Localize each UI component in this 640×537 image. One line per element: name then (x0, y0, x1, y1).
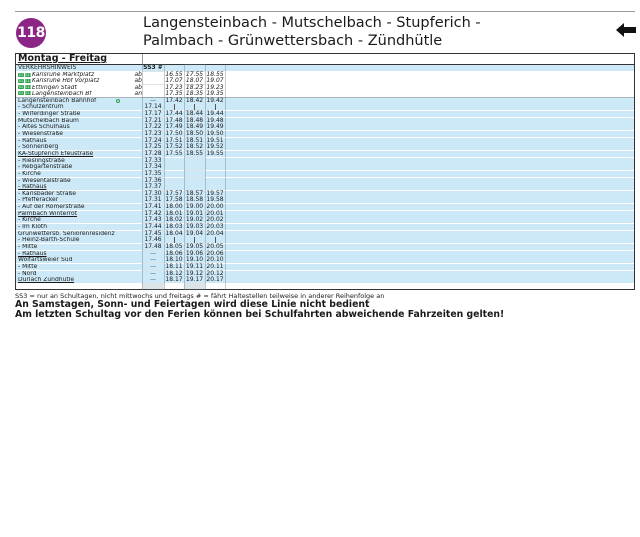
stop-row (16, 104, 634, 110)
departure-time: 19.48 (206, 116, 224, 124)
departure-time: 18.04 (165, 229, 183, 237)
departure-time: 17.50 (165, 129, 183, 137)
stop-name: - Kirche (18, 170, 41, 177)
departure-time: 17.21 (144, 116, 162, 124)
departure-time: 17.44 (165, 110, 183, 117)
departure-time: 17.17 (144, 110, 162, 117)
stop-name: - Wiesentalstraße (18, 177, 71, 184)
stop-name: - Im Kloth (18, 224, 48, 231)
stop-name: - Wilferdinger Straße (18, 111, 81, 117)
departure-time: 20.06 (206, 249, 224, 257)
stop-row (16, 98, 634, 104)
connection-stop (18, 78, 138, 84)
departure-time: 20.11 (206, 262, 224, 270)
departure-time: 19.35 (206, 89, 224, 97)
stop-row (16, 178, 634, 184)
departure-time (184, 164, 205, 170)
stop-name: - Karlsbader Straße (18, 190, 76, 197)
departure-time: 19.05 (185, 243, 204, 250)
departure-time: 20.10 (206, 256, 224, 264)
departure-time: 20.03 (206, 223, 224, 231)
stop-row (16, 224, 634, 230)
connection-stop (18, 72, 138, 78)
departure-time: 19.23 (206, 83, 224, 91)
hint-value: SS3 # (143, 64, 163, 71)
departure-time (205, 164, 225, 170)
departure-time: 17.34 (144, 163, 162, 171)
departure-time: 19.44 (206, 110, 224, 117)
departure-time: 19.52 (206, 143, 224, 151)
stop-row (16, 171, 634, 177)
departure-time: 19.58 (206, 196, 224, 204)
departure-time: 20.04 (206, 229, 224, 237)
departure-time: 17.42 (144, 209, 162, 217)
departure-time: 19.11 (185, 262, 204, 270)
stop-row (16, 124, 634, 130)
stop-row (16, 197, 634, 203)
connection-row (16, 91, 634, 97)
line-number-badge: 118 (16, 18, 46, 48)
departure-time: 19.01 (185, 209, 204, 217)
departure-time (205, 178, 225, 184)
departure-time: 19.03 (185, 223, 204, 231)
departure-time (184, 178, 205, 184)
connection-row (16, 72, 634, 78)
departure-time: — (150, 276, 156, 284)
departure-time: 19.00 (185, 203, 204, 211)
departure-time: 17.57 (165, 189, 183, 197)
stop-row (16, 151, 634, 157)
column-divider (205, 64, 206, 290)
departure-time: 19.50 (206, 129, 224, 137)
departure-time: 17.55 (165, 149, 183, 157)
departure-time: 18.06 (165, 249, 183, 257)
departure-time (184, 158, 205, 164)
departure-time: — (150, 249, 156, 257)
departure-time: — (150, 256, 156, 264)
stop-name: Wolfartsweier Süd (18, 257, 73, 264)
departure-time: 18.52 (185, 143, 204, 151)
stop-row (16, 164, 634, 170)
stop-row (16, 204, 634, 210)
departure-time (164, 158, 184, 164)
header-separator (142, 54, 143, 64)
departure-time: 17.35 (144, 169, 162, 177)
departure-time: 17.42 (165, 96, 183, 104)
departure-time: 18.35 (185, 89, 204, 97)
column-divider (164, 64, 165, 290)
stop-row (16, 217, 634, 223)
stop-name: KA-Stupferich Efeustraße (18, 150, 94, 157)
stop-row (16, 158, 634, 164)
timetable (15, 53, 635, 290)
sbahn-line-badge: S11 (25, 72, 32, 77)
departure-time: 20.05 (206, 243, 224, 250)
ab-an-marker: ab (134, 77, 142, 85)
departure-time: 17.22 (144, 123, 162, 131)
stop-name: - Pfefferäcker (18, 197, 59, 204)
departure-time: 17.55 (185, 71, 204, 78)
stop-name: - Altes Schulhaus (18, 124, 70, 131)
departure-time: 18.23 (185, 83, 204, 91)
departure-time (142, 85, 164, 91)
ab-an-marker: ab (134, 71, 142, 78)
ab-an-marker: ab (134, 83, 142, 91)
departure-time: 20.02 (206, 216, 224, 224)
departure-time (164, 171, 184, 177)
departure-time: 18.51 (185, 136, 204, 144)
departure-time: 17.49 (165, 123, 183, 131)
departure-time: 17.51 (165, 136, 183, 144)
column-divider (142, 64, 143, 290)
departure-time: 20.12 (206, 269, 224, 277)
departure-time: 18.44 (185, 110, 204, 117)
departure-time: 20.01 (206, 209, 224, 217)
departure-time: 17.23 (144, 129, 162, 137)
departure-time: 18.42 (185, 96, 204, 104)
departure-time: 17.45 (144, 229, 162, 237)
stop-row (16, 191, 634, 197)
stop-name: Grünwettersb. Seniorenresidenz (18, 230, 115, 237)
stop-name: - Mitte (18, 244, 38, 250)
notice-last-school-day: Am letzten Schultag vor den Ferien können bei Schulfahrten abweichende Fahrzeiten gelten! (15, 309, 505, 320)
departure-time: 18.03 (165, 223, 183, 231)
departure-time: 19.02 (185, 216, 204, 224)
departure-time: 17.44 (144, 223, 162, 231)
departure-time: 20.00 (206, 203, 224, 211)
notice-weekend: An Samstagen, Sonn- und Feiertagen wird diese Linie nicht bedient (15, 299, 370, 310)
connection-stop-name: Karlsruhe Marktplatz (32, 72, 95, 78)
departure-time: 17.41 (144, 203, 162, 211)
route-title (143, 14, 481, 50)
stop-row (16, 118, 634, 124)
stop-row (16, 277, 634, 283)
stop-row (16, 244, 634, 250)
departure-time: 20.17 (206, 276, 224, 284)
stop-name: - Heinz-Barth-Schule (18, 237, 80, 244)
departure-time: 18.05 (165, 243, 183, 250)
sbahn-line-badge: S11 (25, 78, 32, 83)
departure-time: 17.37 (144, 183, 162, 191)
departure-time: 17.23 (165, 83, 183, 91)
departure-time: 19.04 (185, 229, 204, 237)
departure-time: 17.46 (144, 236, 162, 244)
departure-time: 17.48 (165, 116, 183, 124)
stop-name: Durlach Zündhütle (18, 277, 75, 284)
departure-time: 18.12 (165, 269, 183, 277)
departure-time: 19.06 (185, 249, 204, 257)
departure-time (164, 164, 184, 170)
departure-time: 17.30 (144, 189, 162, 197)
stop-name: - Schulzentrum (18, 104, 64, 111)
stop-row (16, 231, 634, 237)
connection-stop-name: Ettlingen Stadt (32, 84, 77, 91)
departure-time: 19.12 (185, 269, 204, 277)
sbahn-line-badge: S11 (25, 85, 32, 90)
stop-row (16, 184, 634, 190)
departure-time (142, 78, 164, 84)
departure-time: 17.52 (165, 143, 183, 151)
departure-time: 17.31 (144, 196, 162, 204)
departure-time (205, 158, 225, 164)
stop-name: - Rieslingstraße (18, 157, 65, 164)
stop-name: - Rathaus (18, 250, 47, 257)
day-label: Montag - Freitag (18, 53, 108, 64)
connection-row (16, 85, 634, 91)
departure-time: 18.55 (206, 71, 224, 78)
footnote: SS3 = nur an Schultagen, nicht mittwochs und freitags # = fährt Haltestellen teilweise in anderer Reihenfolge an (15, 292, 385, 300)
departure-time: 19.49 (206, 123, 224, 131)
stop-name: - Kirche (18, 217, 41, 224)
stop-row (16, 131, 634, 137)
connection-stop-name: Langensteinbach Bf (32, 90, 92, 97)
stop-name: - Rathaus (18, 137, 47, 144)
connection-row (16, 78, 634, 84)
stop-row (16, 271, 634, 277)
departure-time: 18.49 (185, 123, 204, 131)
departure-time: 19.17 (185, 276, 204, 284)
departure-time: 18.00 (165, 203, 183, 211)
departure-time: 17.35 (165, 89, 183, 97)
hint-label: VERKEHRSHINWEIS (18, 65, 77, 71)
stop-name: - Auf der Römerstraße (18, 204, 85, 211)
stop-name: Langensteinbach Bahnhof (18, 97, 97, 104)
departure-time: 18.50 (185, 129, 204, 137)
departure-time: 17.58 (165, 196, 183, 204)
sbahn-icon (116, 99, 120, 103)
departure-time: 18.01 (165, 209, 183, 217)
stop-row (16, 111, 634, 117)
departure-time: 19.42 (206, 96, 224, 104)
stop-name: - Sonnenberg (18, 144, 59, 151)
departure-time: — (150, 96, 156, 104)
stop-name: Mutschelbach Baum (18, 117, 79, 124)
departure-time: 18.57 (185, 189, 204, 197)
connection-stop (18, 91, 138, 97)
departure-time: 17.14 (144, 103, 162, 111)
departure-time: 18.58 (185, 196, 204, 204)
route-title-line1: Langensteinbach - Mutschelbach - Stupferich - (143, 15, 481, 31)
departure-time (205, 171, 225, 177)
departure-time: 17.24 (144, 136, 162, 144)
departure-time: 17.43 (144, 216, 162, 224)
departure-time: 17.33 (144, 156, 162, 164)
column-divider (184, 64, 185, 290)
departure-time (142, 72, 164, 78)
connection-stop (18, 85, 138, 91)
column-divider (225, 64, 226, 290)
sbahn-line-badge: S1 (18, 85, 24, 90)
stop-name: - Rebgärtenstraße (18, 164, 73, 171)
departure-time: 18.10 (165, 256, 183, 264)
stop-name: - Rathaus (18, 184, 47, 191)
departure-time: 18.07 (185, 77, 204, 85)
stop-row (16, 144, 634, 150)
stop-name: - Mitte (18, 263, 38, 270)
hint-row (16, 65, 634, 71)
departure-time: 18.55 (185, 149, 204, 157)
departure-time: 17.48 (144, 243, 162, 250)
arrow-left-icon (616, 22, 636, 38)
departure-time: 16.55 (165, 71, 183, 78)
route-title-line2: Palmbach - Grünwettersbach - Zündhütle (143, 33, 443, 49)
departure-time: — (150, 262, 156, 270)
sbahn-line-badge: S11 (25, 91, 32, 96)
departure-time: 17.28 (144, 149, 162, 157)
sbahn-line-badge: S1 (18, 78, 24, 83)
notes (15, 292, 635, 320)
ab-an-marker: an (134, 89, 142, 97)
departure-time: 19.51 (206, 136, 224, 144)
departure-time (142, 91, 164, 97)
sbahn-line-badge: S1 (18, 91, 24, 96)
departure-time: 19.10 (185, 256, 204, 264)
sbahn-line-badge: S1 (18, 72, 24, 77)
departure-time: 19.55 (206, 149, 224, 157)
stop-row (16, 264, 634, 270)
departure-time: — (150, 269, 156, 277)
departure-time: 18.17 (165, 276, 183, 284)
connection-stop-name: Karlsruhe Hbf Vorplatz (32, 78, 100, 85)
departure-time: 19.07 (206, 77, 224, 85)
departure-time: 19.57 (206, 189, 224, 197)
departure-time: 18.48 (185, 116, 204, 124)
departure-time (164, 178, 184, 184)
departure-time: 18.02 (165, 216, 183, 224)
departure-time (184, 171, 205, 177)
stop-row (16, 138, 634, 144)
departure-time: 18.11 (165, 262, 183, 270)
departure-time: 17.25 (144, 143, 162, 151)
header-rule (15, 11, 635, 12)
stop-name: - Wiesenstraße (18, 130, 63, 137)
departure-time: 17.36 (144, 176, 162, 184)
stop-name: Palmbach Winterrot (18, 210, 78, 217)
stop-name: - Nord (18, 270, 37, 277)
departure-time: 17.07 (165, 77, 183, 85)
stop-row (16, 237, 634, 243)
stop-row (16, 257, 634, 263)
